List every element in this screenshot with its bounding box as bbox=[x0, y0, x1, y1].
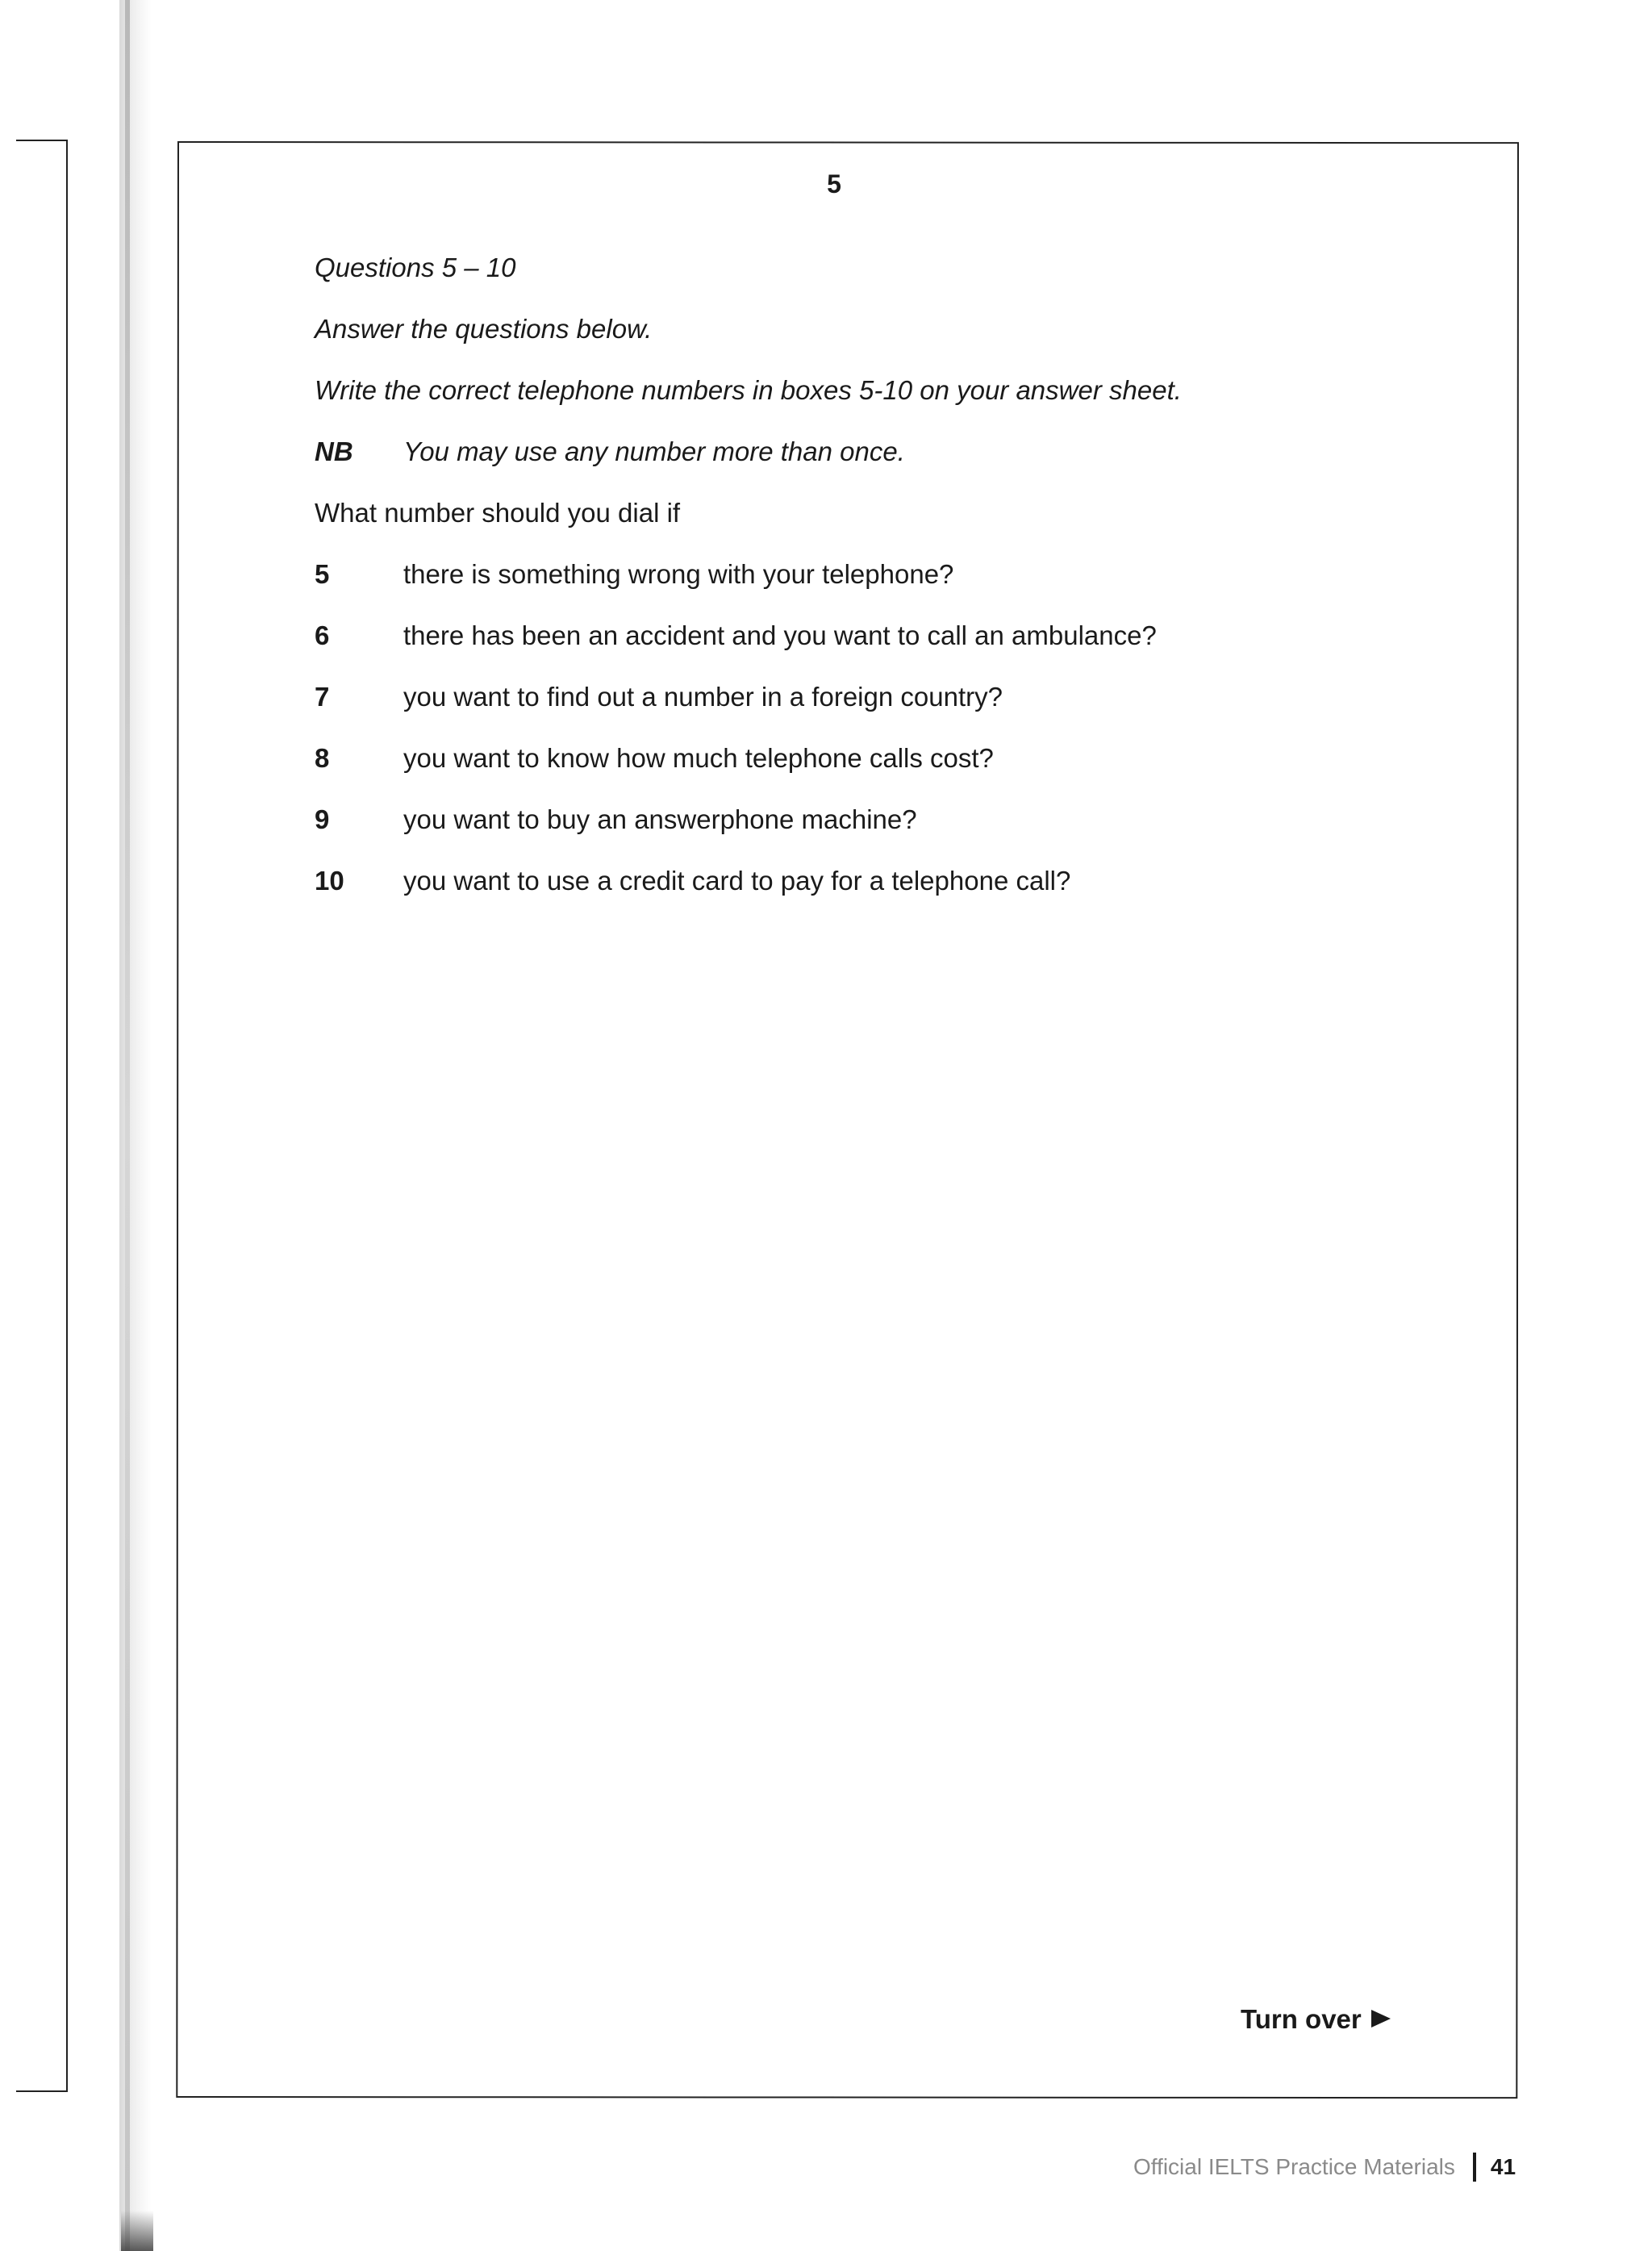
book-gutter-edge bbox=[121, 2211, 153, 2251]
nb-text: You may use any number more than once. bbox=[403, 436, 905, 466]
question-number: 5 bbox=[315, 559, 330, 589]
turn-over-text: Turn over bbox=[1241, 2004, 1362, 2034]
nb-label: NB bbox=[315, 436, 353, 466]
question-text: there is something wrong with your telephone? bbox=[403, 559, 954, 589]
exam-page-number: 5 bbox=[827, 169, 841, 198]
question-number: 7 bbox=[315, 682, 330, 712]
book-gutter-line bbox=[125, 0, 130, 2251]
question-item bbox=[315, 620, 1444, 652]
question-list bbox=[315, 558, 1444, 897]
question-number: 8 bbox=[315, 743, 330, 773]
question-item bbox=[315, 742, 1444, 775]
question-section bbox=[315, 252, 1444, 926]
question-item bbox=[315, 865, 1444, 897]
question-prompt: What number should you dial if bbox=[315, 498, 681, 528]
question-item bbox=[315, 558, 1444, 591]
question-text: there has been an accident and you want to call an ambulance? bbox=[403, 620, 1157, 650]
footer-page-number: 41 bbox=[1490, 2154, 1516, 2179]
question-number: 6 bbox=[315, 620, 330, 650]
question-text: you want to find out a number in a foreign country? bbox=[403, 682, 1003, 712]
right-triangle-icon bbox=[1371, 2010, 1391, 2028]
question-number: 9 bbox=[315, 804, 330, 834]
question-text: you want to use a credit card to pay for a telephone call? bbox=[403, 866, 1071, 896]
footer-publication: Official IELTS Practice Materials bbox=[1133, 2154, 1455, 2179]
nb-note bbox=[315, 436, 1444, 468]
questions-heading: Questions 5 – 10 bbox=[315, 253, 516, 282]
footer-divider bbox=[1473, 2153, 1476, 2182]
turn-over-label bbox=[1241, 2004, 1391, 2035]
question-item bbox=[315, 804, 1444, 836]
instruction-answer: Answer the questions below. bbox=[315, 314, 653, 344]
page-footer bbox=[1133, 2153, 1516, 2182]
previous-page-border bbox=[16, 140, 68, 2092]
instruction-write: Write the correct telephone numbers in boxes 5-10 on your answer sheet. bbox=[315, 375, 1182, 405]
question-text: you want to buy an answerphone machine? bbox=[403, 804, 917, 834]
question-number: 10 bbox=[315, 866, 344, 896]
question-item bbox=[315, 681, 1444, 713]
question-text: you want to know how much telephone calls cost? bbox=[403, 743, 994, 773]
book-gutter-shadow bbox=[119, 0, 152, 2251]
